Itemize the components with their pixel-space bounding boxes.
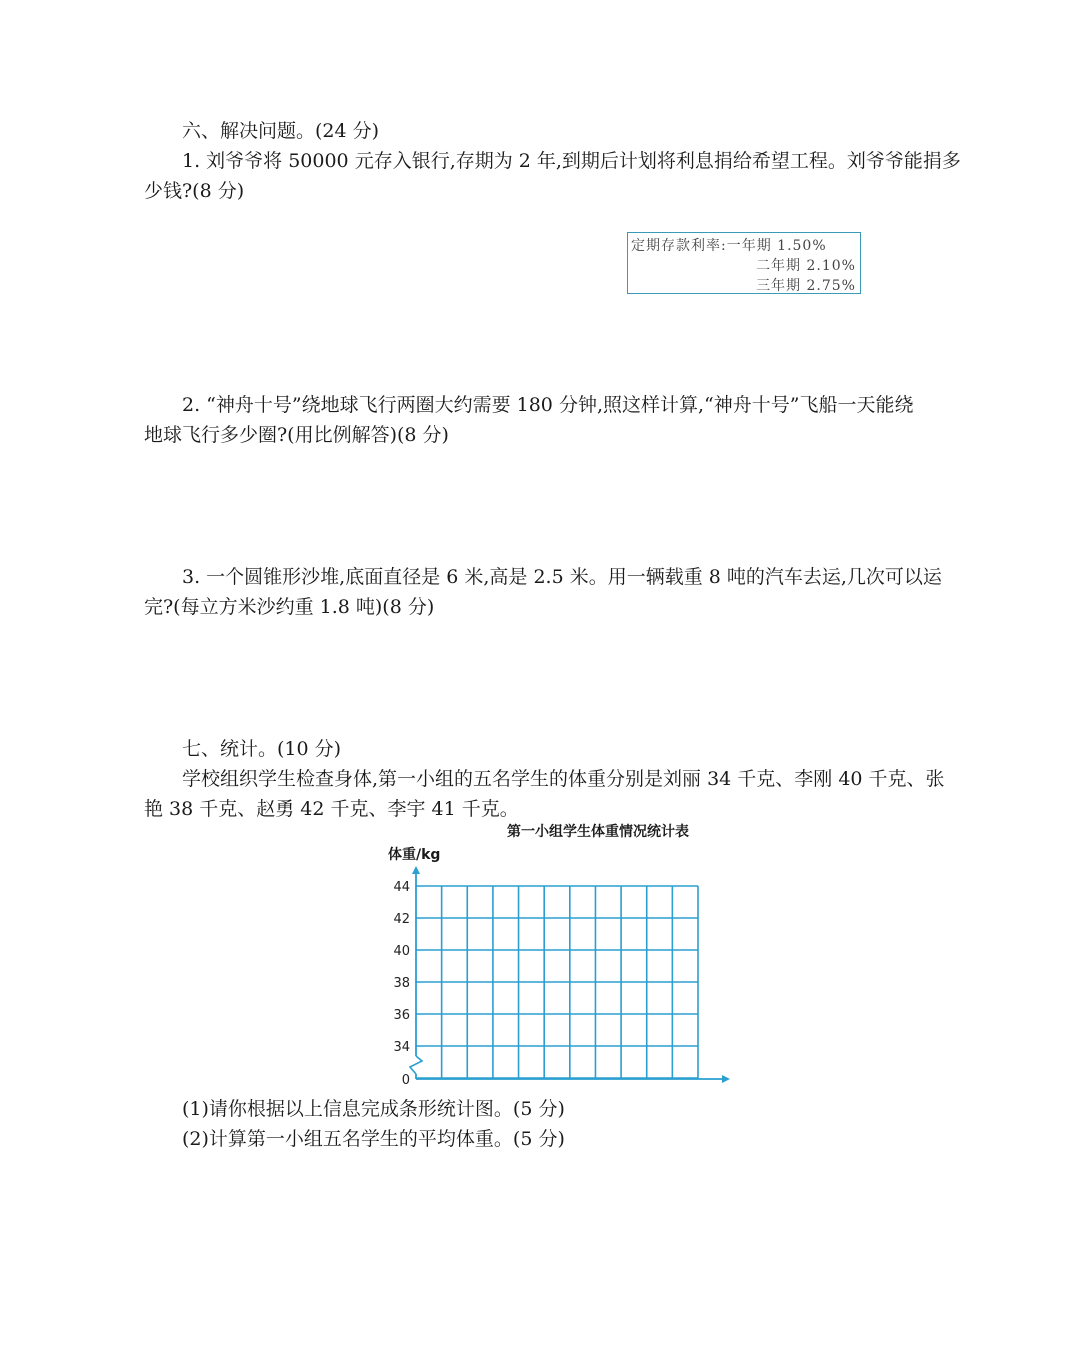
- q2-line2: 地球飞行多少圈?(用比例解答)(8 分): [144, 424, 449, 446]
- y-tick-label: 0: [401, 1073, 410, 1088]
- q1-line2: 少钱?(8 分): [144, 180, 245, 202]
- rate-one-year: 定期存款利率:一年期 1.50%: [631, 238, 827, 254]
- y-tick-label: 38: [393, 976, 410, 991]
- y-axis-arrow: [412, 866, 420, 874]
- section6-heading: 六、解决问题。(24 分): [182, 120, 380, 142]
- y-tick-label: 36: [393, 1008, 410, 1023]
- y-tick-label: 42: [393, 912, 410, 927]
- chart-y-axis-label: 体重/kg: [388, 847, 441, 863]
- section7-intro-line1: 学校组织学生检查身体,第一小组的五名学生的体重分别是刘丽 34 千克、李刚 40 千克、张: [182, 768, 945, 790]
- q2-line1: 2. “神舟十号”绕地球飞行两圈大约需要 180 分钟,照这样计算,“神舟十号”飞船一天能绕: [182, 394, 914, 416]
- chart-title: 第一小组学生体重情况统计表: [507, 824, 689, 840]
- section7-heading: 七、统计。(10 分): [182, 738, 342, 760]
- y-axis-break: [410, 1056, 422, 1074]
- section7-intro-line2: 艳 38 千克、赵勇 42 千克、李宇 41 千克。: [144, 798, 519, 820]
- rate-three-year: 三年期 2.75%: [756, 278, 856, 294]
- sub-question-1: (1)请你根据以上信息完成条形统计图。(5 分): [182, 1098, 565, 1120]
- sub-question-2: (2)计算第一小组五名学生的平均体重。(5 分): [182, 1128, 565, 1150]
- q1-line1: 1. 刘爷爷将 50000 元存入银行,存期为 2 年,到期后计划将利息捐给希望工程。刘爷爷能捐多: [182, 150, 961, 172]
- q3-line1: 3. 一个圆锥形沙堆,底面直径是 6 米,高是 2.5 米。用一辆载重 8 吨的汽车去运,几次可以运: [182, 566, 942, 588]
- y-tick-label: 40: [393, 944, 410, 959]
- x-axis-arrow: [722, 1075, 730, 1083]
- y-tick-label: 34: [393, 1040, 410, 1055]
- y-tick-label: 44: [393, 880, 410, 895]
- rate-two-year: 二年期 2.10%: [756, 258, 856, 274]
- q3-line2: 完?(每立方米沙约重 1.8 吨)(8 分): [144, 596, 435, 618]
